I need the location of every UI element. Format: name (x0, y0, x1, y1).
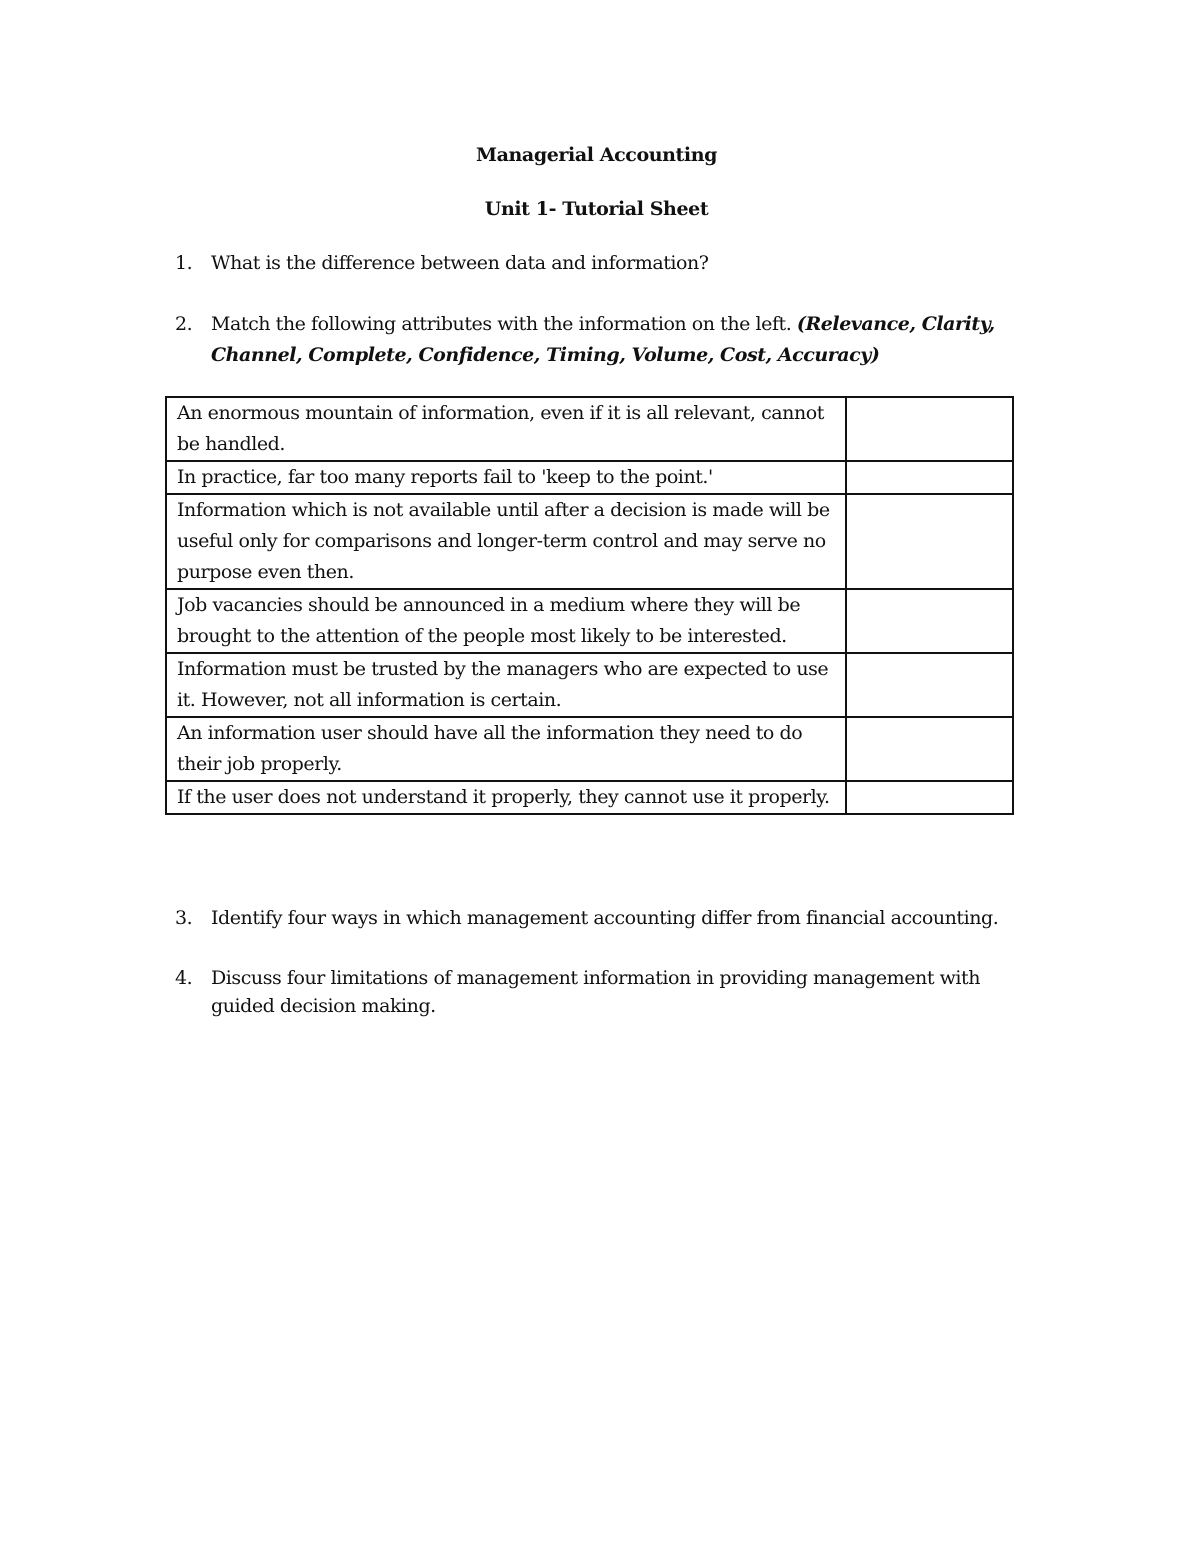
question-text: What is the difference between data and information? (211, 252, 709, 274)
question-4 (175, 964, 1035, 1020)
table-row (166, 717, 1013, 781)
question-text: Identify four ways in which management accounting differ from financial accounting. (211, 907, 999, 929)
matching-table (165, 396, 1014, 815)
row-description: Job vacancies should be announced in a medium where they will be brought to the attention of the people most likely to be interested. (166, 589, 846, 653)
table-row (166, 589, 1013, 653)
table-row (166, 397, 1013, 461)
row-description: An information user should have all the information they need to do their job properly. (166, 717, 846, 781)
row-description: Information must be trusted by the managers who are expected to use it. However, not all information is certain. (166, 653, 846, 717)
table-row (166, 781, 1013, 814)
table-row (166, 653, 1013, 717)
row-description: In practice, far too many reports fail to 'keep to the point.' (166, 461, 846, 494)
question-number: 2. (175, 313, 193, 335)
row-description: An enormous mountain of information, even if it is all relevant, cannot be handled. (166, 397, 846, 461)
table-row (166, 461, 1013, 494)
question-number: 1. (175, 252, 193, 274)
question-text: Match the following attributes with the information on the left. (211, 313, 792, 335)
question-number: 4. (175, 967, 193, 989)
answer-cell[interactable] (846, 397, 1013, 461)
question-text: Discuss four limitations of management information in providing management with guided decision making. (211, 967, 981, 1017)
question-number: 3. (175, 907, 193, 929)
question-3 (175, 903, 1035, 934)
answer-cell[interactable] (846, 589, 1013, 653)
question-text-block (211, 309, 1035, 371)
attribute-list: (Relevance, Clarity, Channel, Complete, Confidence, Timing, Volume, Cost, Accuracy) (211, 313, 995, 366)
document-subtitle: Unit 1- Tutorial Sheet (484, 198, 709, 220)
answer-cell[interactable] (846, 717, 1013, 781)
answer-cell[interactable] (846, 653, 1013, 717)
question-2 (175, 309, 1035, 371)
answer-cell[interactable] (846, 781, 1013, 814)
row-description: Information which is not available until after a decision is made will be useful only for comparisons and longer-term control and may serve no purpose even then. (166, 494, 846, 589)
table-row (166, 494, 1013, 589)
answer-cell[interactable] (846, 494, 1013, 589)
question-1 (175, 248, 1035, 279)
document-title: Managerial Accounting (475, 144, 718, 166)
row-description: If the user does not understand it properly, they cannot use it properly. (166, 781, 846, 814)
answer-cell[interactable] (846, 461, 1013, 494)
